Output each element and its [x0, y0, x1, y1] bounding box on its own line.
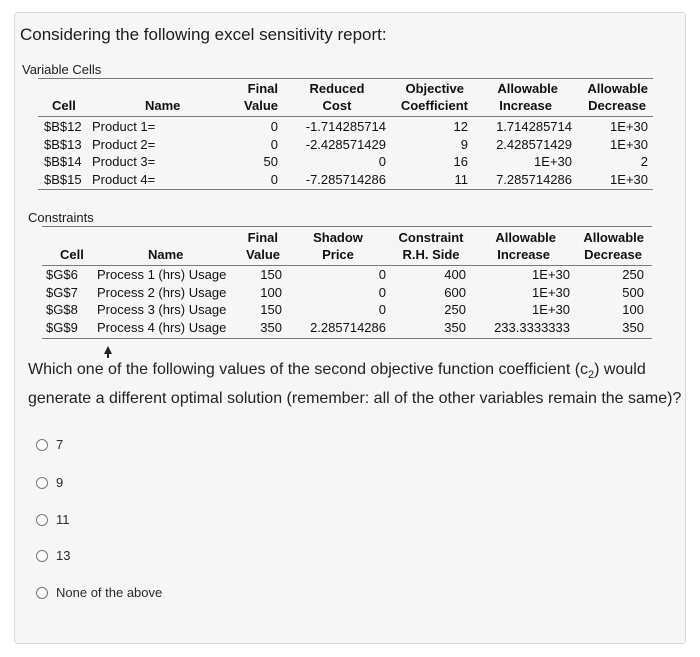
- vc-reduced-cost: -2.428571429: [305, 136, 386, 152]
- c-header-shadow-2: Price: [322, 247, 354, 262]
- vc-header-reduced-1: Reduced: [309, 81, 365, 96]
- vc-reduced-cost: -7.285714286: [305, 171, 386, 187]
- c-cell-ref: $G$7: [46, 284, 78, 300]
- vc-final-value: 0: [270, 119, 278, 134]
- c-allowable-increase: 233.3333333: [494, 319, 570, 335]
- variable-cells-top-rule: [38, 78, 653, 79]
- vc-final-value: 0: [270, 171, 278, 187]
- vc-reduced-cost: -1.714285714: [305, 119, 386, 134]
- c-header-shadow-1: Shadow: [313, 230, 363, 245]
- c-final-value: 350: [260, 319, 282, 335]
- option-13[interactable]: [36, 548, 70, 563]
- c-header-increase-2: Increase: [497, 247, 550, 262]
- vc-objective-coefficient: 12: [453, 119, 468, 134]
- vc-allowable-decrease: 1E+30: [610, 119, 648, 134]
- c-name: Process 1 (hrs) Usage: [97, 267, 227, 282]
- c-shadow-price: 0: [378, 284, 386, 300]
- vc-allowable-decrease: 1E+30: [610, 136, 648, 152]
- c-allowable-increase: 1E+30: [532, 267, 570, 282]
- question-text-before: Which one of the following values of the second objective function coefficient (c: [28, 361, 589, 378]
- c-cell-ref: $G$6: [46, 267, 78, 282]
- c-shadow-price: 0: [378, 302, 386, 317]
- vc-name: Product 2=: [92, 136, 156, 152]
- c-name: Process 2 (hrs) Usage: [97, 284, 227, 300]
- c-header-name: Name: [148, 247, 184, 262]
- vc-cell-ref: $B$12: [44, 119, 82, 134]
- vc-cell-ref: $B$13: [44, 136, 82, 152]
- vc-header-rule: [38, 116, 653, 117]
- c-header-decrease-2: Decrease: [584, 247, 642, 262]
- radio-icon[interactable]: [36, 587, 48, 599]
- question-text: [28, 358, 688, 411]
- vc-header-increase-1: Allowable: [497, 81, 558, 96]
- vc-allowable-decrease: 2: [640, 154, 648, 169]
- vc-final-value: 50: [263, 154, 278, 169]
- vc-header-increase-2: Increase: [499, 98, 552, 113]
- vc-objective-coefficient: 16: [453, 154, 468, 169]
- vc-allowable-increase: 7.285714286: [496, 171, 572, 187]
- vc-header-decrease-2: Decrease: [588, 98, 646, 113]
- option-label: 11: [56, 512, 70, 527]
- vc-objective-coefficient: 11: [454, 171, 468, 187]
- option-label: 7: [56, 437, 64, 452]
- vc-header-decrease-1: Allowable: [587, 81, 648, 96]
- variable-cells-label: Variable Cells: [22, 62, 102, 77]
- c-name: Process 4 (hrs) Usage: [97, 319, 227, 335]
- c-cell-ref: $G$9: [46, 319, 78, 335]
- c-allowable-decrease: 100: [622, 302, 644, 317]
- c-shadow-price: 0: [378, 267, 386, 282]
- c-final-value: 150: [260, 302, 282, 317]
- question-subscript: 2: [588, 369, 595, 382]
- vc-header-final-1: Final: [247, 81, 278, 96]
- vc-header-reduced-2: Cost: [322, 98, 352, 113]
- option-label: None of the above: [56, 585, 163, 600]
- question-text-after: ) would generate a different optimal solution (remember: all of the other variables remain the same)?: [28, 361, 682, 408]
- vc-header-name: Name: [145, 98, 181, 113]
- c-bottom-rule: [42, 338, 652, 339]
- c-shadow-price: 2.285714286: [310, 319, 386, 335]
- c-header-decrease-1: Allowable: [583, 230, 644, 245]
- c-cell-ref: $G$8: [46, 302, 78, 317]
- c-final-value: 150: [260, 267, 282, 282]
- c-name: Process 3 (hrs) Usage: [97, 302, 227, 317]
- option-label: 13: [56, 548, 71, 563]
- vc-header-objective-2: Coefficient: [400, 98, 468, 113]
- c-rhs: 350: [444, 319, 466, 335]
- c-header-final-1: Final: [247, 230, 278, 245]
- vc-header-objective-1: Objective: [405, 81, 464, 96]
- option-9[interactable]: [36, 475, 63, 490]
- vc-allowable-increase: 1E+30: [534, 154, 572, 169]
- constraints-top-rule: [42, 226, 652, 227]
- radio-icon[interactable]: [36, 439, 48, 451]
- c-final-value: 100: [260, 284, 282, 300]
- vc-allowable-increase: 1.714285714: [496, 119, 572, 134]
- option-7[interactable]: [36, 437, 63, 452]
- radio-icon[interactable]: [36, 514, 48, 526]
- c-rhs: 600: [444, 284, 466, 300]
- c-header-rhs-1: Constraint: [398, 230, 464, 245]
- vc-name: Product 1=: [92, 119, 156, 134]
- c-rhs: 400: [444, 267, 466, 282]
- option-label: 9: [56, 475, 64, 490]
- c-header-cell: Cell: [60, 247, 84, 262]
- vc-name: Product 4=: [92, 171, 156, 187]
- vc-cell-ref: $B$15: [44, 171, 82, 187]
- vc-cell-ref: $B$14: [44, 154, 82, 169]
- vc-allowable-decrease: 1E+30: [610, 171, 648, 187]
- vc-allowable-increase: 2.428571429: [496, 136, 572, 152]
- vc-objective-coefficient: 9: [460, 136, 468, 152]
- option-11[interactable]: [36, 512, 70, 527]
- c-allowable-decrease: 250: [622, 267, 644, 282]
- radio-icon[interactable]: [36, 477, 48, 489]
- vc-header-final-2: Value: [244, 98, 278, 113]
- vc-header-cell: Cell: [52, 98, 76, 113]
- c-allowable-decrease: 350: [622, 319, 644, 335]
- c-header-rhs-2: R.H. Side: [402, 247, 460, 262]
- option-none-of-the-above[interactable]: [36, 585, 162, 600]
- c-allowable-decrease: 500: [622, 284, 644, 300]
- vc-reduced-cost: 0: [378, 154, 386, 169]
- c-allowable-increase: 1E+30: [532, 302, 570, 317]
- c-header-increase-1: Allowable: [495, 230, 556, 245]
- radio-icon[interactable]: [36, 550, 48, 562]
- c-header-rule: [42, 265, 652, 266]
- vc-name: Product 3=: [92, 154, 156, 169]
- constraints-label: Constraints: [28, 210, 94, 225]
- question-title: Considering the following excel sensitivity report:: [20, 25, 387, 44]
- c-rhs: 250: [444, 302, 466, 317]
- vc-final-value: 0: [270, 136, 278, 152]
- c-header-final-2: Value: [246, 247, 280, 262]
- vc-bottom-rule: [38, 189, 653, 190]
- c-allowable-increase: 1E+30: [532, 284, 570, 300]
